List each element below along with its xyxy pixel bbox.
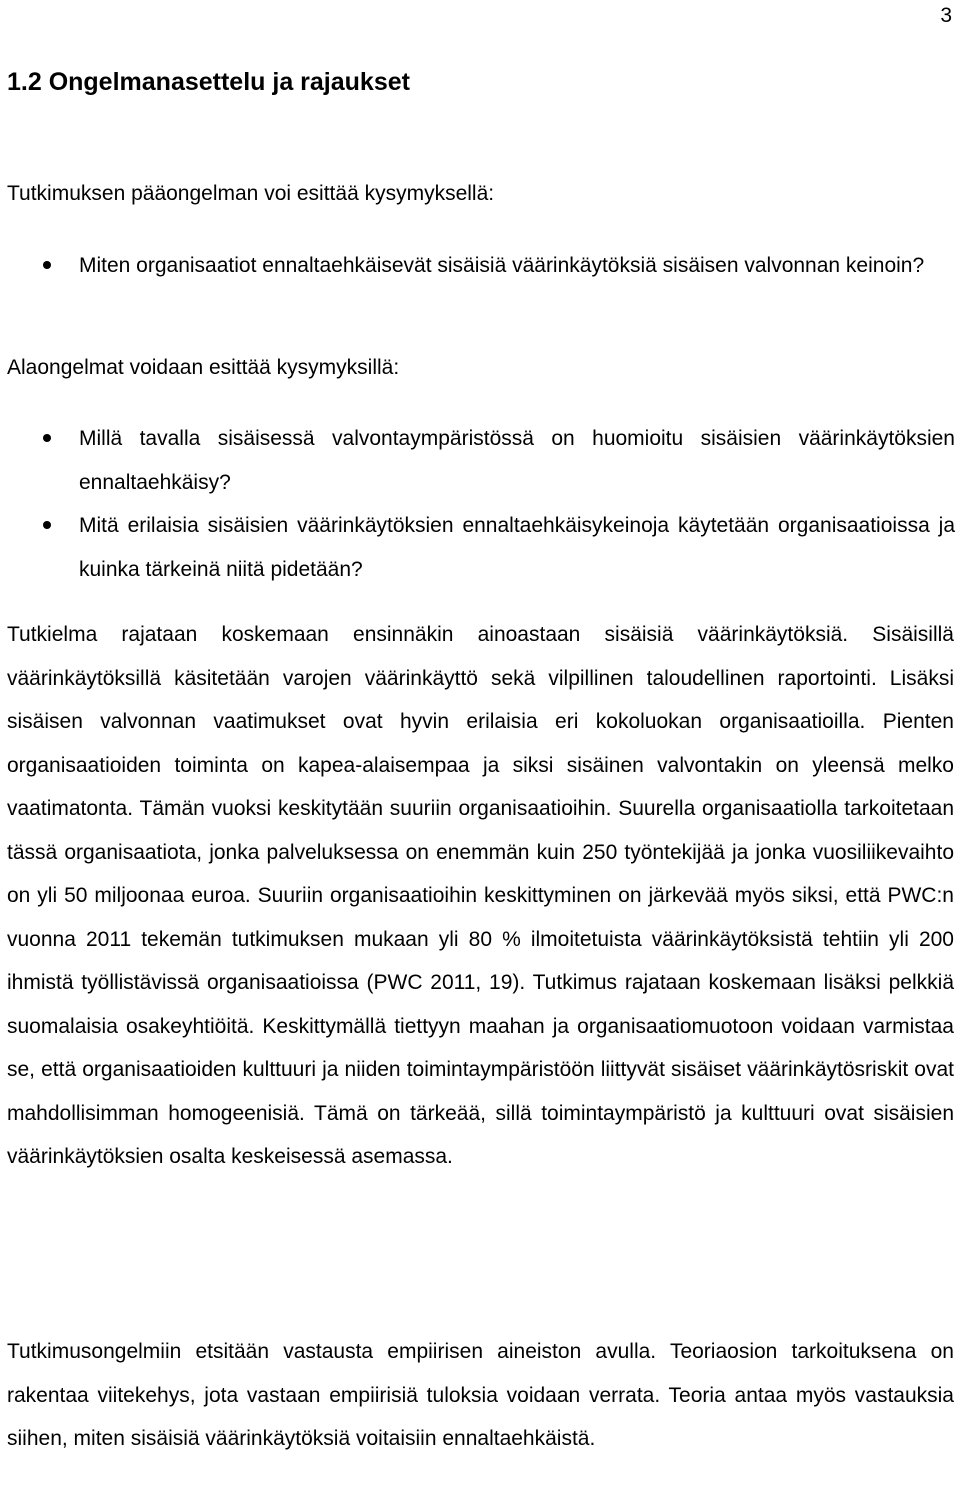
main-question-list: [0, 244, 955, 288]
list-item: [0, 244, 955, 288]
page-number: 3: [940, 4, 952, 27]
list-item-text: Millä tavalla sisäisessä valvontaympäristössä on huomioitu sisäisien väärinkäytöksien ennaltaehkäisy?: [79, 427, 955, 494]
sub-question-list: [0, 417, 955, 591]
bullet-icon: [43, 261, 51, 269]
intro-sub-questions: Alaongelmat voidaan esittää kysymyksillä:: [7, 356, 400, 379]
list-item-text: Miten organisaatiot ennaltaehkäisevät sisäisiä väärinkäytöksiä sisäisen valvonnan keinoin?: [79, 254, 925, 277]
list-item: [0, 504, 955, 591]
paragraph-scope: Tutkielma rajataan koskemaan ensinnäkin ainoastaan sisäisiä väärinkäytöksiä. Sisäisillä väärinkäytöksillä käsitetään varojen väärinkäyttö sekä vilpillinen taloudellinen raportointi. Lisäksi sisäisen valvonnan vaatimukset ovat hyvin erilaisia eri kokoluokan organisaatioilla. Pienten organisaatioiden toiminta on kapea-alaisempaa ja siksi sisäinen valvontakin on yleensä melko vaatimatonta. Tämän vuoksi keskitytään suuriin organisaatioihin. Suurella organisaatiolla tarkoitetaan tässä organisaatiota, jonka palveluksessa on enemmän kuin 250 työntekijää ja jonka vuosiliikevaihto on yli 50 miljoonaa euroa. Suuriin organisaatioihin keskittyminen on järkevää myös siksi, että PWC:n vuonna 2011 tekemän tutkimuksen mukaan yli 80 % ilmoitetuista väärinkäytöksistä tehtiin yli 200 ihmistä työllistävissä organisaatioissa (PWC 2011, 19). Tutkimus rajataan koskemaan lisäksi pelkkiä suomalaisia osakeyhtiöitä. Keskittymällä tiettyyn maahan ja organisaatiomuotoon voidaan varmistaa se, että organisaatioiden kulttuuri ja niiden toimintaympäristöön liittyvät sisäiset väärinkäytösriskit ovat mahdollisimman homogeenisiä. Tämä on tärkeää, sillä toimintaympäristö ja kulttuuri ovat sisäisien väärinkäytöksien osalta keskeisessä asemassa.: [7, 623, 954, 1168]
list-item: [0, 417, 955, 504]
bullet-icon: [43, 521, 51, 529]
intro-main-question: Tutkimuksen pääongelman voi esittää kysymyksellä:: [7, 182, 495, 205]
list-item-text: Mitä erilaisia sisäisien väärinkäytöksien ennaltaehkäisykeinoja käytetään organisaatioissa ja kuinka tärkeinä niitä pidetään?: [79, 514, 955, 581]
bullet-icon: [43, 434, 51, 442]
section-heading: 1.2 Ongelmanasettelu ja rajaukset: [7, 68, 410, 96]
paragraph-theory: Tutkimusongelmiin etsitään vastausta empiirisen aineiston avulla. Teoriaosion tarkoituksena on rakentaa viitekehys, jota vastaan empiirisiä tuloksia voidaan verrata. Teoria antaa myös vastauksia siihen, miten sisäisiä väärinkäytöksiä voitaisiin ennaltaehkäistä.: [7, 1340, 954, 1450]
